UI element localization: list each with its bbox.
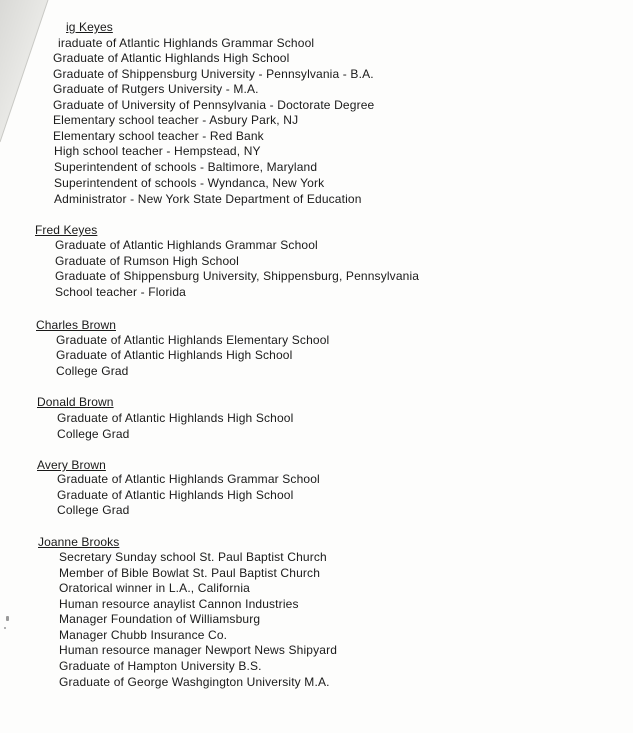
entry: Human resource anaylist Cannon Industries bbox=[59, 597, 299, 611]
person-name: ig Keyes bbox=[66, 20, 113, 34]
entry: College Grad bbox=[57, 503, 130, 517]
entry: Graduate of Rutgers University - M.A. bbox=[53, 82, 259, 96]
entry: Elementary school teacher - Red Bank bbox=[53, 129, 264, 143]
entry: Graduate of Rumson High School bbox=[55, 254, 239, 268]
entry: Manager Chubb Insurance Co. bbox=[59, 628, 228, 642]
entry: Graduate of Atlantic Highlands High School bbox=[57, 411, 294, 425]
entry: Secretary Sunday school St. Paul Baptist Church bbox=[59, 550, 327, 564]
entry: Superintendent of schools - Baltimore, Maryland bbox=[54, 160, 318, 174]
entry: Member of Bible Bowlat St. Paul Baptist Church bbox=[59, 566, 321, 580]
entry: Manager Foundation of Williamsburg bbox=[59, 612, 261, 626]
entry: Graduate of Atlantic Highlands Grammar School bbox=[57, 472, 320, 486]
entry: iraduate of Atlantic Highlands Grammar School bbox=[58, 36, 315, 50]
entry: School teacher - Florida bbox=[55, 285, 186, 299]
entry: Human resource manager Newport News Shipyard bbox=[59, 643, 338, 657]
entry: Graduate of University of Pennsylvania - Doctorate Degree bbox=[53, 98, 375, 112]
person-name: Donald Brown bbox=[37, 395, 114, 409]
entry: Graduate of Atlantic Highlands High School bbox=[56, 348, 293, 362]
scan-speck bbox=[4, 627, 6, 629]
person-name: Avery Brown bbox=[37, 458, 106, 472]
scan-speck bbox=[6, 616, 9, 621]
entry: Elementary school teacher - Asbury Park, NJ bbox=[53, 113, 299, 127]
entry: College Grad bbox=[57, 427, 130, 441]
entry: Graduate of Atlantic Highlands Elementary School bbox=[56, 333, 330, 347]
entry: Graduate of Hampton University B.S. bbox=[59, 659, 262, 673]
entry: Graduate of Shippensburg University, Shippensburg, Pennsylvania bbox=[55, 269, 420, 283]
entry: Graduate of Atlantic Highlands High School bbox=[57, 488, 294, 502]
entry: Graduate of Shippensburg University - Pennsylvania - B.A. bbox=[53, 67, 374, 81]
entry: Administrator - New York State Department of Education bbox=[54, 192, 362, 206]
entry: Oratorical winner in L.A., California bbox=[59, 581, 250, 595]
entry: Graduate of Atlantic Highlands High School bbox=[53, 51, 290, 65]
entry: Graduate of George Washgington University M.A. bbox=[59, 675, 330, 689]
person-name: Fred Keyes bbox=[35, 223, 98, 237]
person-name: Joanne Brooks bbox=[38, 535, 120, 549]
entry: Graduate of Atlantic Highlands Grammar School bbox=[55, 238, 318, 252]
entry: High school teacher - Hempstead, NY bbox=[54, 144, 261, 158]
entry: College Grad bbox=[56, 364, 129, 378]
entry: Superintendent of schools - Wyndanca, New York bbox=[54, 176, 325, 190]
person-name: Charles Brown bbox=[36, 318, 116, 332]
